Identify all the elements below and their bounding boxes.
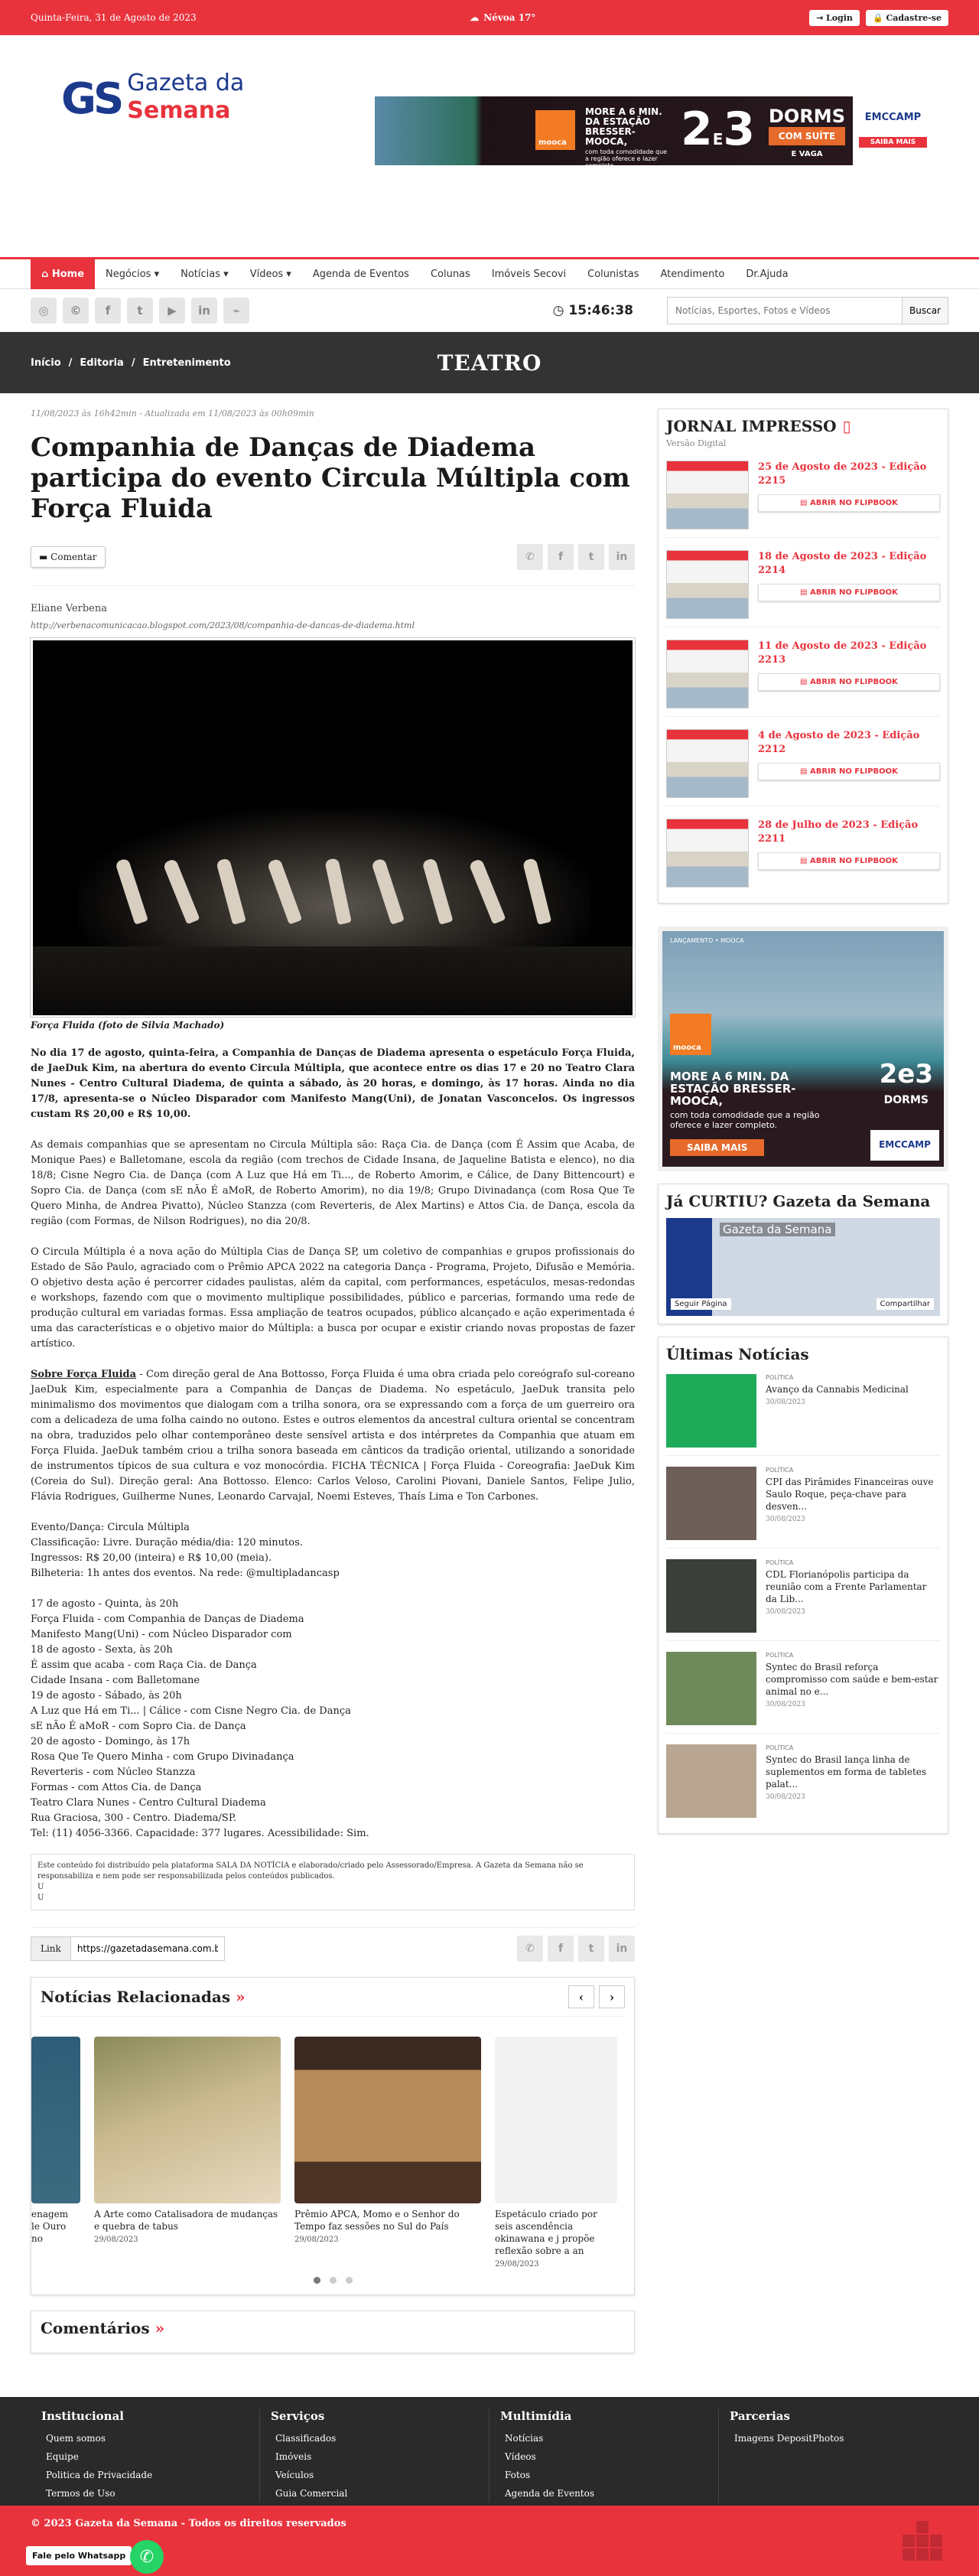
share-whatsapp-icon[interactable]: ✆ [517, 1936, 543, 1962]
social-links [31, 298, 249, 324]
facebook-icon[interactable]: f [95, 298, 121, 324]
edition-item: 25 de Agosto de 2023 - Edição 2215 ▤ ABRIR NO FLIPBOOK [666, 461, 940, 538]
flipbook-button[interactable]: ▤ ABRIR NO FLIPBOOK [758, 584, 940, 601]
nav-negocios[interactable]: Negócios ▾ [106, 269, 160, 280]
current-date: Quinta-Feira, 31 de Agosto de 2023 [31, 12, 197, 23]
related-title: Notícias Relacionadas » [41, 1988, 246, 2006]
whatsapp-button[interactable]: Fale pelo Whatsapp [26, 2546, 132, 2565]
cloud-icon: ☁ [470, 12, 480, 23]
footer-link[interactable]: Equipe [46, 2451, 79, 2462]
follow-page-button[interactable]: Seguir Página [671, 1298, 731, 1310]
article-photo [31, 638, 635, 1017]
edition-item: 18 de Agosto de 2023 - Edição 2214 ▤ ABRIR NO FLIPBOOK [666, 550, 940, 627]
linkedin-icon[interactable]: in [191, 298, 217, 324]
footer-link[interactable]: Vídeos [505, 2451, 536, 2462]
footer-link[interactable]: Quem somos [46, 2433, 106, 2444]
footer-link[interactable]: Fotos [505, 2470, 531, 2480]
search-input[interactable] [668, 298, 902, 324]
breadcrumb-entretenimento[interactable]: Entretenimento [142, 357, 231, 369]
event-info: Evento/Dança: Circula Múltipla Classificação: Livre. Duração média/dia: 120 minutos. Ingressos: R$ 20,00 (inteira) e R$ 10,00 (meia). Bilheteria: 1h antes dos eventos. Na rede: @multipladancasp [31, 1522, 340, 1579]
share-facebook-icon[interactable]: f [548, 544, 574, 570]
share-buttons [517, 544, 635, 570]
edition-cover[interactable] [666, 640, 749, 708]
footer-link[interactable]: Veículos [275, 2470, 314, 2480]
utility-bar [0, 289, 979, 332]
sidebar-ad[interactable]: LANÇAMENTO • MOOCA mooca MORE A 6 MIN. DA ESTAÇÃO BRESSER-MOOCA, com toda comodidade que a região oferece e lazer completo. 2e3 DORMS SAIBA MAIS EMCCAMP [658, 927, 948, 1171]
ad-cta: SAIBA MAIS [670, 1139, 764, 1156]
paragraph: No dia 17 de agosto, quinta-feira, a Companhia de Danças de Diadema apresenta o espetáculo Força Fluida, de JaeDuk Kim, na abertura do evento Circula Múltipla, que acontece entre os dias 17 e 20 no Teatro Clara Nunes - Centro Cultural Diadema, de quinta a sábado, às 20 horas, e domingo, às 17 horas. Ainda no dia 17/8, apresenta-se o Núcleo Disparador com Manifesto Mang(Uni), de Jonatan Vasconcelos. Os ingressos custam R$ 20,00 e R$ 10,00. [31, 1047, 635, 1120]
latest-news-item[interactable]: POLÍTICA CDL Florianópolis participa da reunião com a Frente Parlamentar da Lib... 30/08/2023 [666, 1559, 940, 1641]
edition-cover[interactable] [666, 461, 749, 529]
print-edition-box: JORNAL IMPRESSO ▯ Versão Digital 25 de Agosto de 2023 - Edição 2215 ▤ ABRIR NO FLIPBOOK 18 de Agosto de 2023 - Edição 2214 ▤ ABRIR NO FLIPBOOK 11 de Agosto de 2023 - Edição 2213 ▤ ABRIR NO FLIPBOOK 4 de Agosto de 2023 - Edição 2212 ▤ ABRIR NO FLIPBOOK 28 de Julho de 2023 - Edição 2211 ▤ ABRIR NO FLIPBOOK [658, 409, 948, 904]
nav-noticias[interactable]: Notícias ▾ [181, 269, 229, 280]
section-bar [0, 332, 979, 393]
edition-cover[interactable] [666, 819, 749, 887]
link-label: Link [31, 1937, 71, 1960]
latest-news-item[interactable]: POLÍTICA CPI das Pirâmides Financeiras ouve Saulo Roque, peça-chave para desven... 30/08/2023 [666, 1467, 940, 1549]
rss-icon[interactable]: ⌁ [223, 298, 249, 324]
footer-link[interactable]: Notícias [505, 2433, 544, 2444]
nav-home[interactable]: ⌂ Home [31, 259, 95, 289]
carousel-dot[interactable] [314, 2277, 320, 2284]
twitter-icon[interactable]: t [127, 298, 153, 324]
whatsapp-icon[interactable]: ✆ [130, 2540, 164, 2574]
copyright: © 2023 Gazeta da Semana - Todos os direitos reservados [31, 2518, 346, 2529]
edition-item: 4 de Agosto de 2023 - Edição 2212 ▤ ABRIR NO FLIPBOOK [666, 729, 940, 806]
related-card[interactable]: Espetáculo criado por seis ascendência okinawana e j propõe reflexão sobre a an 29/08/2023 [495, 2037, 617, 2266]
footer-col-servicos: Serviços Classificados Imóveis Veículos Guia Comercial [260, 2409, 490, 2503]
site-logo[interactable]: GS Gazeta da Semana [61, 70, 245, 124]
edition-item: 28 de Julho de 2023 - Edição 2211 ▤ ABRIR NO FLIPBOOK [666, 819, 940, 895]
comments-title: Comentários » [41, 2319, 165, 2337]
footer-col-multimidia: Multimídia Notícias Vídeos Fotos Agenda de Eventos [490, 2409, 719, 2503]
comments-section [31, 2311, 635, 2353]
nav-videos[interactable]: Vídeos ▾ [249, 269, 291, 280]
share-linkedin-icon[interactable]: in [609, 544, 635, 570]
nav-agenda[interactable]: Agenda de Eventos [312, 269, 409, 280]
link-input[interactable] [71, 1937, 224, 1960]
latest-news-title: Últimas Notícias [666, 1345, 809, 1363]
source-url[interactable]: http://verbenacomunicacao.blogspot.com/2023/08/companhia-de-dancas-de-diadema.html [31, 620, 415, 630]
breadcrumb-inicio[interactable]: Início [31, 357, 61, 369]
footer-link[interactable]: Politica de Privacidade [46, 2470, 153, 2480]
nav-atendimento[interactable]: Atendimento [660, 269, 725, 280]
related-card[interactable]: enagem le Ouro no [31, 2037, 80, 2266]
top-bar [0, 0, 979, 35]
logo-mark: GS [61, 74, 122, 124]
article-meta: 11/08/2023 às 16h42min - Atualizada em 11/08/2023 às 00h09min [31, 409, 314, 418]
nav-drajuda[interactable]: Dr.Ajuda [746, 269, 789, 280]
edition-cover[interactable] [666, 550, 749, 619]
next-arrow-icon[interactable]: › [599, 1985, 625, 2008]
footer-link[interactable]: Imóveis [275, 2451, 312, 2462]
article-title: Companhia de Danças de Diadema participa do evento Circula Múltipla com Força Fluida [31, 432, 630, 524]
breadcrumb-editoria[interactable]: Editoria [80, 357, 124, 369]
facebook-widget [658, 1184, 948, 1324]
whatsapp-icon[interactable]: © [63, 298, 89, 324]
paragraph: O Circula Múltipla é a nova ação do Múltipla Cias de Dança SP, um coletivo de companhias e grupos profissionais do Estado de São Paulo, agraciado com o Prêmio APCA 2022 na categoria Dança - Programa, Projeto, Difusão e Memória. O objetivo desta ação é percorrer cidades paulistas, além da capital, com performances, espetáculos, mesas-redondas e workshops, fazendo com que o movimento multiplique possibilidades, público e parcerias, formando uma rede de produção cultural em variadas formas. Essa ampliação de teatros ocupados, público alcançado e ação experimentada é uma das características e o objetivo maior do Múltipla: a busca por ocupar e existir criando novas propostas de fazer artístico. [31, 1246, 635, 1350]
article [31, 409, 635, 2353]
clock-icon: ◷ [552, 303, 564, 318]
nav-colunas[interactable]: Colunas [430, 269, 470, 280]
edition-item: 11 de Agosto de 2023 - Edição 2213 ▤ ABRIR NO FLIPBOOK [666, 640, 940, 717]
share-linkedin-icon[interactable]: in [609, 1936, 635, 1962]
login-button[interactable]: ⇥ Login [809, 10, 860, 26]
back-to-top-icon[interactable] [903, 2521, 944, 2561]
edition-cover[interactable] [666, 729, 749, 798]
main-nav [0, 257, 979, 289]
comment-icon: ▬ [39, 552, 48, 562]
event-schedule: 17 de agosto - Quinta, às 20h Força Fluida - com Companhia de Danças de Diadema Manifesto Mang(Uni) - com Núcleo Disparador com 18 de agosto - Sexta, às 20h É assim que acaba - com Raça Cia. de Dança Cidade Insana - com Balletomane 19 de agosto - Sábado, às 20h A Luz que Há em Ti... | Cálice - com Cisne Negro Cia. de Dança sE nÃo É aMoR - com Sopro Cia. de Dança 20 de agosto - Domingo, às 17h Rosa Que Te Quero Minha - com Grupo Divinadança Reverteris - com Núcleo Stanzza Formas - com Attos Cia. de Dança Teatro Clara Nunes - Centro Cultural Diadema Rua Graciosa, 300 - Centro. Diadema/SP. Tel: (11) 4056-3366. Capacidade: 377 lugares. Acessibilidade: Sim. [31, 1598, 369, 1839]
footer-col-parcerias: Parcerias Imagens DepositPhotos [719, 2409, 948, 2503]
top-banner-ad[interactable]: mooca MORE A 6 MIN. DA ESTAÇÃO BRESSER-MOOCA, com toda comodidade que a região oferece e lazer completo. 2E3 DORMS COM SUÍTE E VAGA EMCCAMP SAIBA MAIS [375, 96, 933, 165]
related-carousel [31, 2037, 625, 2268]
nav-imoveis[interactable]: Imóveis Secovi [491, 269, 567, 280]
distribution-note: Este conteúdo foi distribuído pela plataforma SALA DA NOTÍCIA e elaborado/criado pelo Assessorado/Empresa. A Gazeta da Semana não se responsabiliza e nem pode ser responsabilizada pelos conteúdos publicados. U U [31, 1854, 635, 1910]
latest-news-item[interactable]: POLÍTICA Avanço da Cannabis Medicinal 30/08/2023 [666, 1374, 940, 1456]
share-twitter-icon[interactable]: t [578, 544, 604, 570]
comment-button[interactable]: ▬ Comentar [31, 546, 106, 568]
link-share [31, 1927, 635, 1962]
share-facebook-icon[interactable]: f [548, 1936, 574, 1962]
flipbook-button[interactable]: ▤ ABRIR NO FLIPBOOK [758, 852, 940, 870]
share-twitter-icon[interactable]: t [578, 1936, 604, 1962]
article-body [31, 1046, 635, 1842]
related-news [31, 1977, 635, 2295]
weather-text: Névoa 17° [483, 12, 536, 23]
print-edition-title: JORNAL IMPRESSO ▯ [666, 417, 851, 435]
clock: ◷ 15:46:38 [552, 303, 633, 318]
footer-link[interactable]: Agenda de Eventos [505, 2488, 594, 2499]
latest-news-item[interactable]: POLÍTICA Syntec do Brasil reforça compromisso com saúde e bem-estar animal no e... 30/08/2023 [666, 1652, 940, 1734]
header [31, 35, 948, 192]
paragraph: Sobre Força Fluida - Com direção geral de Ana Bottosso, Força Fluida é uma obra criada pelo coreógrafo sul-coreano JaeDuk Kim, especialmente para a Companhia de Danças de Diadema. No espetáculo, JaeDuk transita pelo minimalismo dos movimentos que dialogam com a trilha sonora, ora se expressando com a força de um guerreiro ora com a delicadeza de uma folha caindo no outono. Estes e outros elementos da ancestral cultura oriental se concentram na obra, traduzidos pelo olhar contemporâneo deste sensível artista e dos intérpretes da Companhia que atuam em Força Fluida. JaeDuk também criou a trilha sonora baseada em cânticos da tradição oriental, utilizando a sonoridade de instrumentos típicos de sua cultura e voz monocórdia. FICHA TÉCNICA | Força Fluida - Coreografia: JaeDuk Kim (Coreia do Sul). Direção geral: Ana Bottosso. Elenco: Carlos Veloso, Carolini Piovani, Daniele Santos, Felipe Julio, Flávia Rodrigues, Guilherme Nunes, Leonardo Carvajal, Noemi Esteves, Thaís Lima e Ton Carbones. [31, 1369, 635, 1503]
main-content [31, 393, 948, 2353]
ad-cta: SAIBA MAIS [859, 137, 927, 148]
instagram-icon[interactable]: ◎ [31, 298, 57, 324]
carousel-dots [41, 2277, 625, 2284]
search-button[interactable]: Buscar [902, 298, 948, 324]
footer [0, 2397, 979, 2506]
footer-link[interactable]: Imagens DepositPhotos [734, 2433, 844, 2444]
carousel-dot[interactable] [346, 2277, 353, 2284]
prev-arrow-icon[interactable]: ‹ [568, 1985, 594, 2008]
footer-link[interactable]: Classificados [275, 2433, 337, 2444]
nav-colunistas[interactable]: Colunistas [587, 269, 639, 280]
related-card[interactable]: A Arte como Catalisadora de mudanças e quebra de tabus 29/08/2023 [94, 2037, 281, 2266]
flipbook-button[interactable]: ▤ ABRIR NO FLIPBOOK [758, 763, 940, 780]
facebook-page-embed[interactable]: Gazeta da Semana Seguir Página Compartilhar [666, 1218, 940, 1316]
register-button[interactable]: 🔒 Cadastre-se [866, 10, 948, 26]
search-form [667, 297, 948, 324]
share-whatsapp-icon[interactable]: ✆ [517, 544, 543, 570]
footer-col-institucional: Institucional Quem somos Equipe Politica de Privacidade Termos de Uso [31, 2409, 260, 2503]
section-title: TEATRO [437, 350, 542, 376]
facebook-widget-title: Já CURTIU? Gazeta da Semana [666, 1192, 931, 1210]
flipbook-button[interactable]: ▤ ABRIR NO FLIPBOOK [758, 673, 940, 691]
photo-caption: Força Fluida (foto de Silvia Machado) [31, 1020, 225, 1031]
breadcrumb: Início / Editoria / Entretenimento [31, 357, 231, 369]
copyright-bar [0, 2506, 979, 2576]
carousel-dot[interactable] [330, 2277, 337, 2284]
mobile-icon: ▯ [842, 417, 851, 435]
latest-news-item[interactable]: POLÍTICA Syntec do Brasil lança linha de suplementos em forma de tabletes palat... 30/08/2023 [666, 1744, 940, 1825]
related-card[interactable]: Prêmio APCA, Momo e o Senhor do Tempo faz sessões no Sul do País 29/08/2023 [294, 2037, 481, 2266]
author: Eliane Verbena [31, 603, 107, 614]
footer-link[interactable]: Termos de Uso [46, 2488, 115, 2499]
article-actions [31, 544, 635, 586]
footer-link[interactable]: Guia Comercial [275, 2488, 348, 2499]
latest-news [658, 1337, 948, 1834]
weather [470, 12, 535, 23]
paragraph: As demais companhias que se apresentam no Circula Múltipla são: Raça Cia. de Dança (com É Assim que Acaba, de Monique Paes) e Balletomane, escola da região (com trechos de Cidade Insana, de Jaqueline Batista e elenco), no dia 18/8; Cisne Negro Cia. de Dança (com A Luz que Há em Ti..., de Roberto Amorim, e Cálice, de Dany Bittencourt) e Sopro Cia. de Dança (com sE nÃo É aMoR, de Roberto Amorim), no dia 19/8; Grupo Divinadança (com Rosa Que Te Quero Minha, de Andrea Pivatto), Núcleo Stanzza (com Reverteris, de Alex Martins) e Attos Cia. de Dança, escola da região (com Formas, de Nilson Rodrigues), no dia 20/8. [31, 1139, 635, 1227]
share-page-button[interactable]: Compartilhar [877, 1298, 934, 1310]
sidebar [658, 409, 948, 2353]
flipbook-button[interactable]: ▤ ABRIR NO FLIPBOOK [758, 494, 940, 512]
youtube-icon[interactable]: ▶ [159, 298, 185, 324]
